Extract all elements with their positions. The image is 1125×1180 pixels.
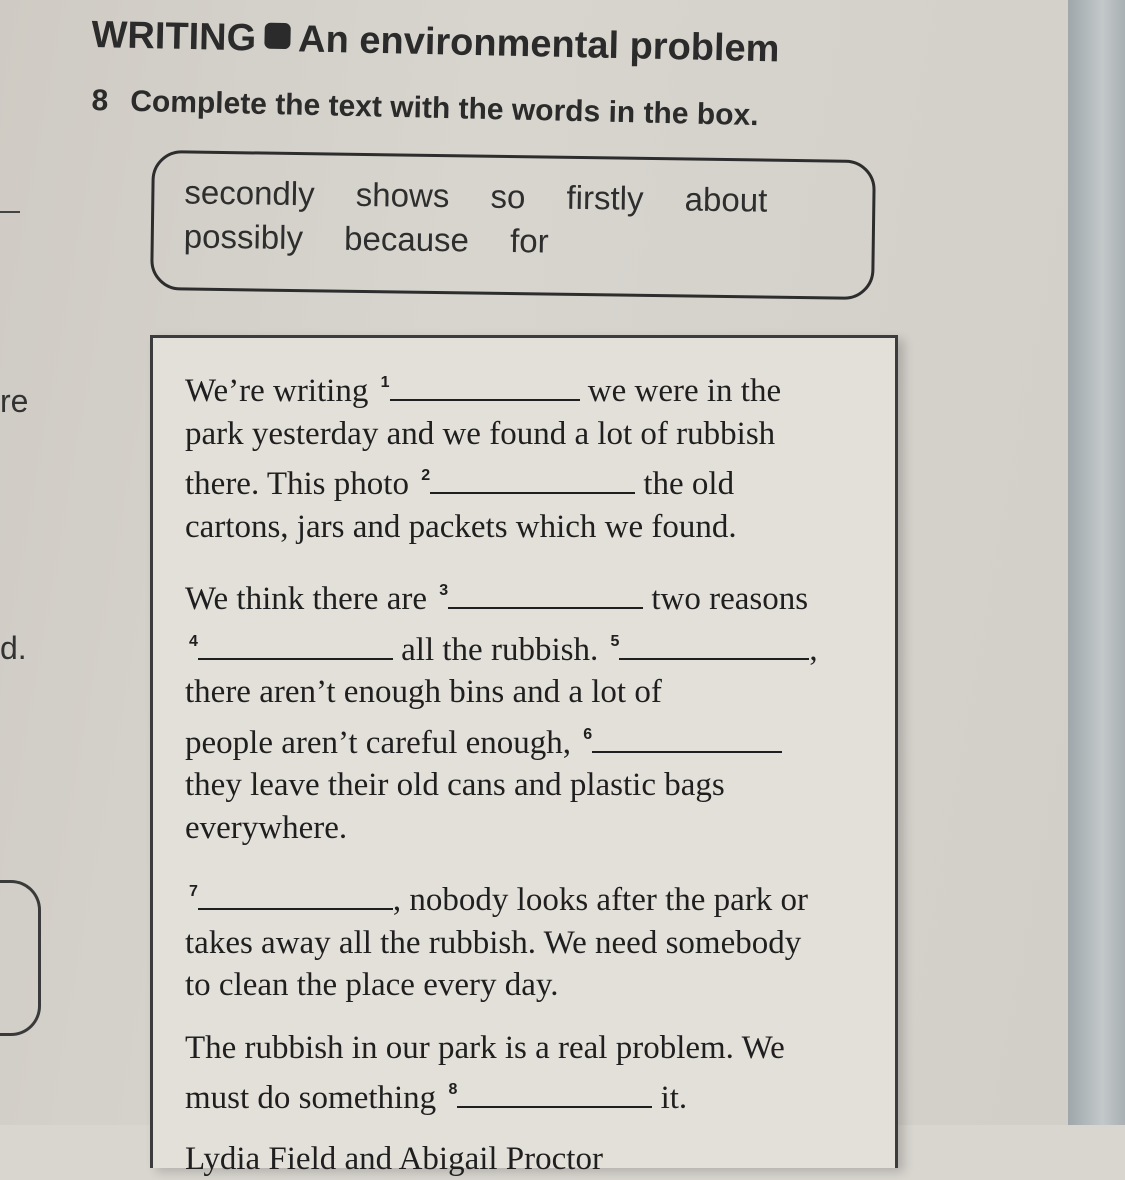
text-segment: two reasons (651, 581, 808, 617)
gap-1-blank[interactable] (390, 371, 580, 401)
signature: Lydia Field and Abigail Proctor (185, 1138, 885, 1180)
gap-6-blank[interactable] (592, 723, 782, 753)
paragraph-4 (185, 1027, 885, 1120)
gap-4-blank[interactable] (198, 630, 393, 660)
section-label: WRITING (91, 14, 256, 59)
word-item: because (344, 220, 469, 259)
gap-number: 3 (439, 582, 448, 599)
text-line: there aren’t enough bins and a lot of (185, 671, 885, 714)
gap-8-blank[interactable] (457, 1078, 652, 1108)
margin-fragment-d: d. (0, 630, 27, 667)
text-line (185, 1069, 885, 1120)
section-title (91, 14, 780, 71)
text-line (185, 362, 885, 413)
instruction-text: Complete the text with the words in the box. (130, 85, 759, 132)
text-line: cartons, jars and packets which we found. (185, 506, 885, 549)
gap-number: 8 (448, 1081, 457, 1098)
paragraph-3 (185, 871, 885, 1007)
word-item: shows (356, 176, 450, 214)
text-line (185, 455, 885, 506)
gap-number: 4 (189, 633, 198, 650)
word-item: about (684, 180, 767, 218)
margin-box-fragment (0, 880, 41, 1036)
section-topic: An environmental problem (298, 18, 780, 70)
word-item: secondly (184, 173, 315, 212)
gap-number: 2 (421, 467, 430, 484)
word-box (150, 150, 876, 300)
word-item: possibly (184, 217, 304, 256)
text-line: park yesterday and we found a lot of rubbish (185, 413, 885, 456)
text-segment: We think there are (185, 581, 427, 617)
text-segment: people aren’t careful enough, (185, 725, 571, 761)
gap-7-blank[interactable] (198, 880, 393, 910)
word-item: firstly (566, 179, 644, 217)
gap-5-blank[interactable] (619, 630, 809, 660)
word-row-1 (184, 173, 799, 220)
text-segment: must do something (185, 1080, 436, 1116)
gap-number: 1 (381, 374, 390, 391)
background-edge (1068, 0, 1125, 1125)
exercise-number: 8 (91, 84, 108, 117)
text-line: to clean the place every day. (185, 964, 885, 1007)
text-line (185, 714, 885, 765)
passage (185, 362, 885, 1180)
margin-dash (0, 211, 20, 213)
paragraph-2 (185, 570, 885, 849)
text-line: they leave their old cans and plastic bags (185, 764, 885, 807)
text-line: takes away all the rubbish. We need somebody (185, 922, 885, 965)
text-line (185, 621, 885, 672)
margin-fragment-re: re (0, 383, 28, 420)
bullet-square-icon (264, 23, 291, 50)
word-item: for (510, 222, 549, 260)
text-line (185, 570, 885, 621)
text-segment: there. This photo (185, 466, 409, 502)
text-segment: all the rubbish. (401, 632, 598, 668)
gap-number: 7 (189, 883, 198, 900)
paragraph-1 (185, 362, 885, 548)
gap-2-blank[interactable] (430, 464, 635, 494)
text-segment: , nobody looks after the park or (393, 882, 808, 918)
text-segment: We’re writing (185, 373, 368, 409)
gap-3-blank[interactable] (448, 579, 643, 609)
exercise-instruction (91, 84, 759, 133)
gap-number: 6 (583, 726, 592, 743)
text-panel (150, 335, 898, 1168)
text-line: The rubbish in our park is a real problem. We (185, 1027, 885, 1070)
text-segment: , (809, 632, 817, 668)
text-segment: we were in the (588, 373, 781, 409)
word-row-2 (184, 217, 581, 261)
text-segment: the old (643, 466, 734, 502)
word-item: so (490, 178, 525, 215)
text-line: everywhere. (185, 807, 885, 850)
gap-number: 5 (610, 633, 619, 650)
text-segment: it. (661, 1080, 688, 1116)
text-line (185, 871, 885, 922)
